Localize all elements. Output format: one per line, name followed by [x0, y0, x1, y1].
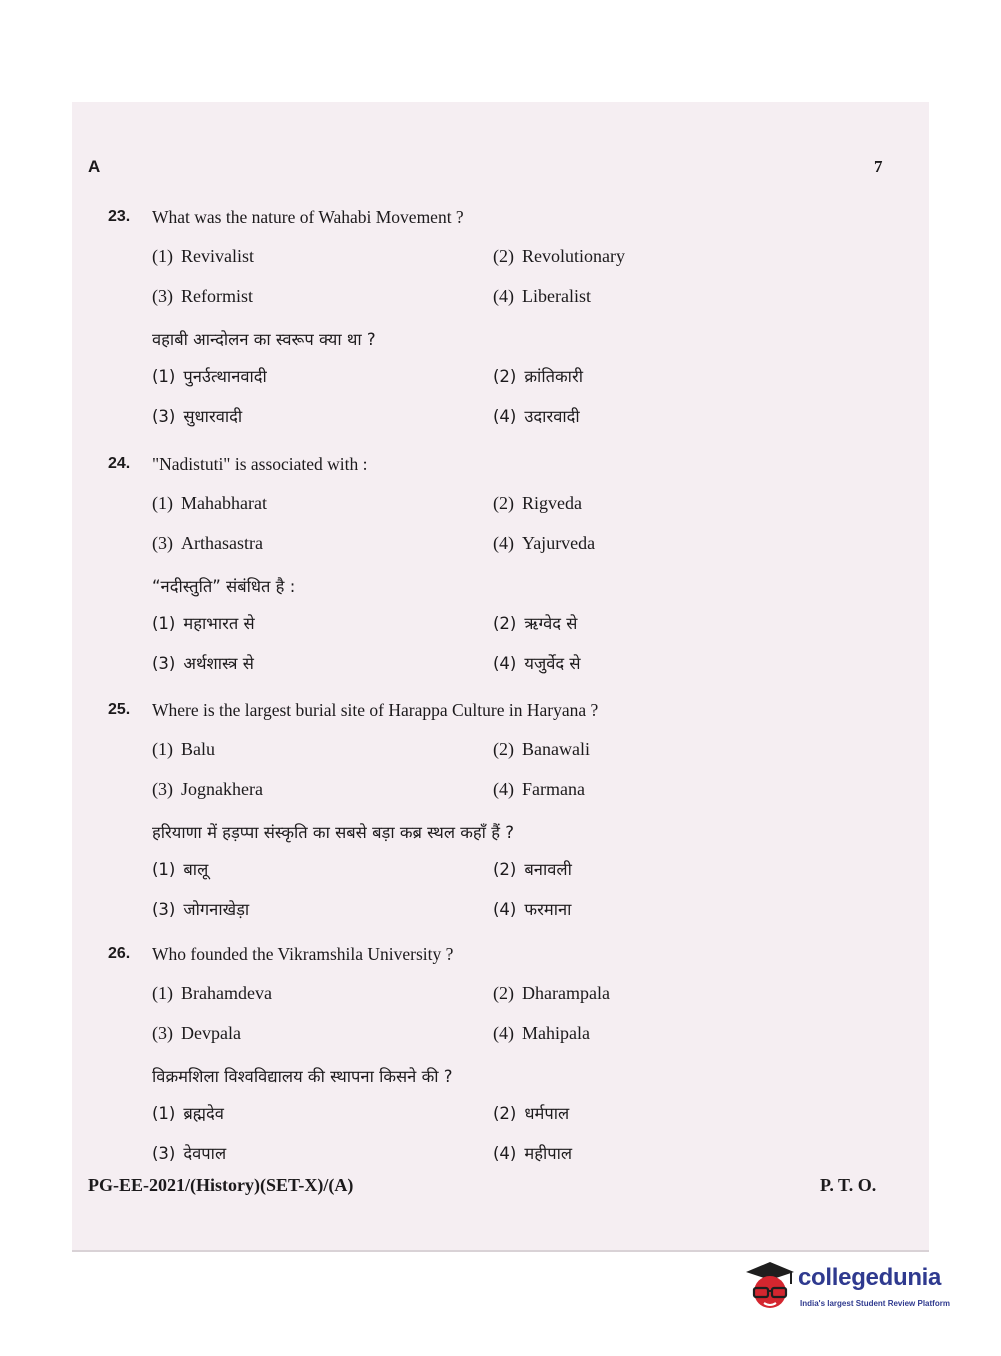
option-marker: (3) — [152, 778, 173, 799]
logo-tagline: India's largest Student Review Platform — [800, 1299, 950, 1308]
option-label: अर्थशास्त्र से — [183, 653, 254, 673]
option-english-3 — [152, 533, 263, 554]
graduate-face-icon — [740, 1258, 798, 1316]
option-label: Farmana — [522, 778, 585, 799]
option-hindi-1 — [152, 1101, 224, 1124]
option-marker: (1) — [152, 983, 173, 1004]
option-hindi-4 — [493, 897, 571, 920]
page-number: 7 — [874, 157, 883, 176]
option-label: बनावली — [524, 860, 572, 880]
option-english-3 — [152, 779, 263, 800]
option-label: Yajurveda — [522, 532, 596, 553]
option-hindi-1 — [152, 364, 267, 387]
option-marker: (3) — [152, 406, 176, 426]
option-label: ब्रह्मदेव — [183, 1104, 224, 1124]
option-marker: (2) — [493, 860, 517, 880]
option-label: पुनर्उत्थानवादी — [183, 367, 267, 387]
option-marker: (4) — [493, 1022, 514, 1043]
question-text-hindi: हरियाणा में हड़प्पा संस्कृति का सबसे बड़ा कब्र स्थल कहाँ हैं ? — [152, 822, 514, 842]
option-hindi-1 — [152, 611, 255, 634]
option-label: बालू — [183, 860, 209, 880]
option-marker: (4) — [493, 1143, 517, 1163]
question-number: 23. — [108, 208, 131, 225]
option-marker: (3) — [152, 1143, 176, 1163]
paper-code: PG-EE-2021/(History)(SET-X)/(A) — [88, 1175, 354, 1195]
option-label: Revivalist — [181, 246, 254, 267]
option-english-2 — [493, 739, 590, 760]
option-marker: (1) — [152, 614, 176, 634]
option-label: क्रांतिकारी — [524, 367, 583, 387]
question-text-english: Who founded the Vikramshila University ? — [152, 944, 454, 964]
option-marker: (2) — [493, 983, 514, 1004]
option-english-1 — [152, 739, 215, 760]
option-marker: (3) — [152, 899, 176, 919]
option-marker: (1) — [152, 246, 173, 267]
option-hindi-1 — [152, 857, 208, 880]
option-hindi-4 — [493, 1141, 572, 1164]
option-english-2 — [493, 493, 582, 514]
option-marker: (3) — [152, 1022, 173, 1043]
option-label: Arthasastra — [181, 532, 263, 553]
logo-name: collegedunia — [798, 1264, 942, 1291]
option-label: Balu — [181, 739, 215, 760]
option-english-4 — [493, 779, 585, 800]
option-label: धर्मपाल — [524, 1104, 570, 1124]
option-english-4 — [493, 286, 591, 307]
option-label: फरमाना — [524, 899, 572, 919]
option-hindi-2 — [493, 611, 577, 634]
question-text-hindi: विक्रमशिला विश्वविद्यालय की स्थापना किसने की ? — [152, 1066, 453, 1086]
option-label: Reformist — [181, 285, 253, 306]
option-label: देवपाल — [183, 1143, 227, 1163]
option-label: Jognakhera — [181, 778, 263, 799]
question-number: 24. — [108, 455, 131, 472]
option-hindi-4 — [493, 404, 580, 427]
option-english-1 — [152, 246, 254, 267]
option-marker: (1) — [152, 493, 173, 514]
option-hindi-3 — [152, 404, 242, 427]
option-english-4 — [493, 1023, 590, 1044]
option-marker: (4) — [493, 532, 514, 553]
question-number: 26. — [108, 945, 131, 962]
option-english-1 — [152, 493, 267, 514]
option-label: उदारवादी — [524, 406, 580, 426]
option-hindi-2 — [493, 364, 583, 387]
option-label: Brahamdeva — [181, 983, 272, 1004]
option-english-2 — [493, 246, 625, 267]
option-label: Devpala — [181, 1022, 241, 1043]
option-marker: (2) — [493, 739, 514, 760]
option-marker: (1) — [152, 1104, 176, 1124]
option-hindi-2 — [493, 857, 572, 880]
please-turn-over: P. T. O. — [820, 1175, 877, 1195]
option-marker: (4) — [493, 285, 514, 306]
option-label: Liberalist — [522, 285, 591, 306]
option-marker: (2) — [493, 1104, 517, 1124]
option-label: सुधारवादी — [183, 406, 243, 426]
question-number: 25. — [108, 701, 131, 718]
option-marker: (3) — [152, 532, 173, 553]
option-english-2 — [493, 983, 610, 1004]
option-hindi-3 — [152, 651, 254, 674]
option-label: Dharampala — [522, 983, 610, 1004]
option-marker: (1) — [152, 367, 176, 387]
option-label: Mahipala — [522, 1022, 590, 1043]
option-label: Rigveda — [522, 493, 582, 514]
option-hindi-3 — [152, 1141, 226, 1164]
option-label: Banawali — [522, 739, 590, 760]
option-label: Mahabharat — [181, 493, 267, 514]
option-marker: (4) — [493, 406, 517, 426]
option-hindi-4 — [493, 651, 581, 674]
set-letter: A — [88, 157, 101, 176]
option-marker: (3) — [152, 653, 176, 673]
option-marker: (2) — [493, 246, 514, 267]
option-english-4 — [493, 533, 595, 554]
option-label: जोगनाखेड़ा — [183, 899, 250, 919]
collegedunia-logo — [740, 1258, 970, 1318]
option-marker: (3) — [152, 285, 173, 306]
option-marker: (4) — [493, 778, 514, 799]
option-label: महाभारत से — [183, 614, 255, 634]
option-marker: (2) — [493, 493, 514, 514]
option-marker: (4) — [493, 653, 517, 673]
option-label: महीपाल — [524, 1143, 573, 1163]
question-text-english: What was the nature of Wahabi Movement ? — [152, 207, 464, 227]
option-hindi-2 — [493, 1101, 569, 1124]
question-text-english: Where is the largest burial site of Harappa Culture in Haryana ? — [152, 700, 599, 720]
option-label: Revolutionary — [522, 246, 625, 267]
question-text-hindi: वहाबी आन्दोलन का स्वरूप क्या था ? — [152, 329, 376, 349]
question-text-english: "Nadistuti" is associated with : — [152, 454, 368, 474]
option-label: यजुर्वेद से — [524, 653, 581, 673]
option-english-1 — [152, 983, 272, 1004]
option-marker: (2) — [493, 614, 517, 634]
option-marker: (4) — [493, 899, 517, 919]
option-marker: (1) — [152, 860, 176, 880]
option-english-3 — [152, 1023, 241, 1044]
question-text-hindi: “नदीस्तुति” संबंधित है : — [152, 576, 296, 596]
option-label: ऋग्वेद से — [524, 614, 578, 634]
option-marker: (2) — [493, 367, 517, 387]
option-english-3 — [152, 286, 253, 307]
option-marker: (1) — [152, 739, 173, 760]
option-hindi-3 — [152, 897, 249, 920]
